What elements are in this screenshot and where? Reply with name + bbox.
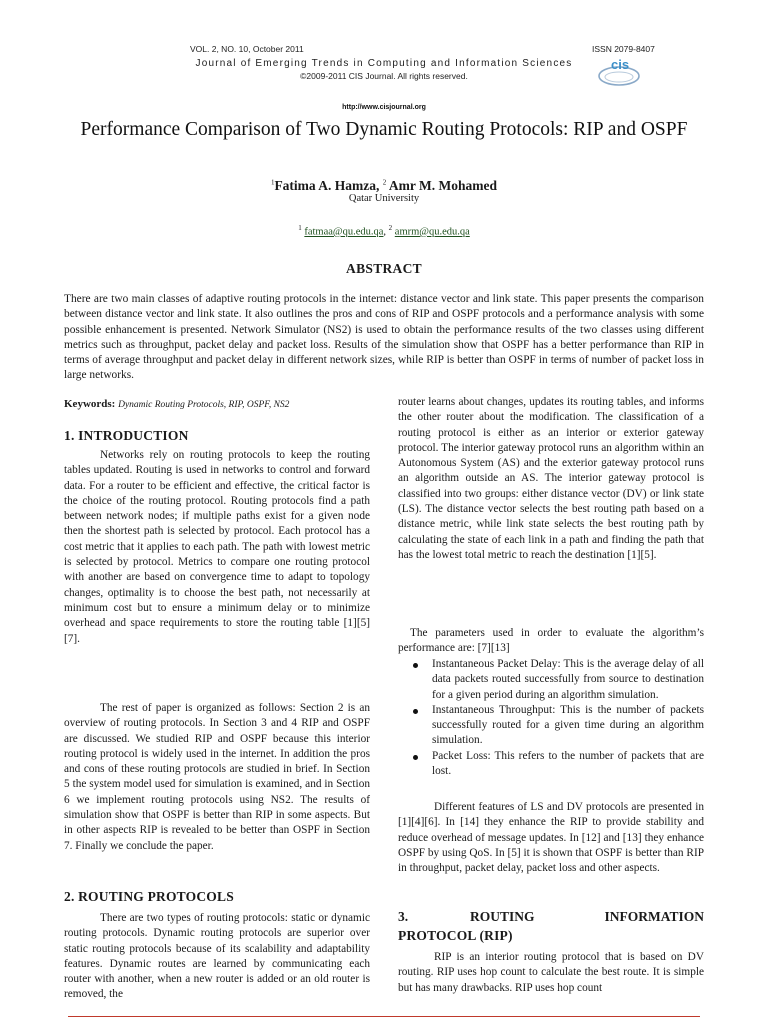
section2-paragraph-1: There are two types of routing protocols: static or dynamic routing protocols. Dynamic routing protocols are superior over static routing protocols because of its scalability and adaptability features. Dynamic routes are learned by communicating each router with another, when a new router is added or an old router is removed, the — [64, 912, 370, 1001]
author2-name: Amr M. Mohamed — [386, 178, 498, 193]
list-item — [398, 703, 704, 749]
author2-sup: 2 — [382, 178, 387, 187]
section3-heading-line2: PROTOCOL (RIP) — [398, 928, 513, 943]
journal-url[interactable]: http://www.cisjournal.org — [342, 104, 426, 111]
email1-sup: 1 — [298, 224, 302, 232]
abstract-heading: ABSTRACT — [346, 261, 422, 276]
bullet-icon — [413, 755, 418, 760]
section1-heading: 1. INTRODUCTION — [64, 428, 189, 443]
section2-heading: 2. ROUTING PROTOCOLS — [64, 889, 234, 904]
copyright: ©2009-2011 CIS Journal. All rights reserved. — [300, 71, 468, 81]
logo-label: cis — [611, 57, 630, 72]
journal-name: Journal of Emerging Trends in Computing and Information Sciences — [195, 58, 573, 69]
list-item-text: Packet Loss: This refers to the number of packets that are lost. — [432, 749, 704, 778]
volume-info: VOL. 2, NO. 10, October 2011 — [190, 44, 304, 54]
section1-paragraph-1: Networks rely on routing protocols to keep the routing tables updated. Routing is used in networks to control and forward data. For a router to be efficient and effective, the critical factor is the choice of the routing protocol. Routing protocols find a path between network nodes; if multiple paths exist for a given node then the shortest path is selected by protocol. Each protocol has a cost metric that it applies to each path. The path with lowest metric is selected by protocol. Metrics to compare one routing protocol with another are based on convergence time to adapt to topology changes, optimality is to choose the best path, not necessarily at minimum cost but to ensure a minimum delay or to minimize overhead and space requirements to store the routing table [1][5][7]. — [64, 449, 370, 645]
bullet-icon — [413, 663, 418, 668]
email1-link[interactable]: fatmaa@qu.edu.qa — [304, 226, 384, 238]
email2-sup: 2 — [388, 224, 393, 232]
section2-paragraph-3: The parameters used in order to evaluate the algorithm’s performance are: [7][13] — [398, 627, 704, 655]
email-separator: , — [383, 226, 389, 238]
journal-header — [0, 42, 768, 114]
section2-paragraph-4: Different features of LS and DV protocols are presented in [1][4][6]. In [14] they enhance the RIP to provide stability and reduce overhead of message updates. In [12] and [13] they enhance OSPF by using QoS. In [5] it is shown that OSPF is better than RIP in throughput, packet delay, packet loss and other aspects. — [398, 801, 704, 875]
author1-sup: 1 — [270, 178, 275, 187]
section3-word-routing: ROUTING — [470, 909, 535, 924]
keywords-label: Keywords: — [64, 398, 116, 410]
email-line — [0, 224, 768, 238]
list-item-text: Instantaneous Packet Delay: This is the average delay of all data packets routed successfully from source to destination for a given period during an algorithm simulation. — [432, 658, 704, 701]
bullet-icon — [413, 709, 418, 714]
author-line — [0, 178, 768, 194]
paper-title: Performance Comparison of Two Dynamic Routing Protocols: RIP and OSPF — [80, 119, 688, 140]
list-item-text: Instantaneous Throughput: This is the number of packets successfully routed for a given time during an algorithm simulation. — [432, 703, 704, 747]
section3-paragraph-1: RIP is an interior routing protocol that is based on DV routing. RIP uses hop count to calculate the best route. It is simple but has many drawbacks. RIP uses hop count — [398, 951, 704, 994]
abstract-text: There are two main classes of adaptive routing protocols in the internet: distance vector and link state. This paper presents the comparison between distance vector and link state. It also outlines the pros and cons of RIP and OSPF protocols and a performance analysis with some possible enhancement is presented. Network Simulator (NS2) is used to obtain the performance results of the two classes using different metrics such as throughput, packet delay and packet loss. Results of the simulation show that OSPF has a better performance than RIP in terms of average throughput and packet delay in different network sizes, while RIP is better than OSPF in terms of number of packet loss in large networks. — [64, 293, 704, 382]
section3-word-information: INFORMATION — [604, 909, 704, 924]
email2-link[interactable]: amrm@qu.edu.qa — [394, 226, 470, 238]
list-item — [398, 749, 704, 780]
keywords-text: Dynamic Routing Protocols, RIP, OSPF, NS2 — [118, 400, 290, 410]
metrics-list — [398, 657, 704, 779]
section2-paragraph-2: router learns about changes, updates its routing tables, and informs the other router about the modification. The classification of a routing protocol is either as an interior or exterior gateway protocol. The interior gateway protocol runs an algorithm within an Autonomous System (AS) and the exterior gateway protocol runs an algorithm outside an AS. The interior gateway protocol is classified into two groups: either distance vector (DV) or link state (LS). The distance vector selects the best routing path based on a distance metric, while link state selects the best routing path by calculating the state of each link in a path and finding the path that has the lowest total metric to reach the destination [1][5]. — [398, 396, 704, 561]
author1-name: Fatima A. Hamza — [274, 178, 377, 193]
issn: ISSN 2079-8407 — [592, 44, 655, 54]
affiliation: Qatar University — [348, 193, 420, 204]
section3-number: 3. — [398, 909, 409, 924]
footer-rule — [68, 1016, 700, 1017]
list-item — [398, 657, 704, 703]
section1-paragraph-2: The rest of paper is organized as follows: Section 2 is an overview of routing protocols. In Section 3 and 4 RIP and OSPF are discussed. We studied RIP and OSPF because this interior routing protocol is widely used in the internet. In addition the pros and cons of these routing protocols are studied in brief. In Section 5 the system model used for simulation is examined, and in Section 6 we implement routing protocols using NS2. The results of simulation show that OSPF is better than RIP in some aspects. But in other aspects RIP is revealed to be better than OSPF in Section 7. Finally we conclude the paper. — [64, 702, 370, 852]
section3-heading-line1 — [398, 909, 704, 927]
author-separator: , — [376, 178, 383, 193]
